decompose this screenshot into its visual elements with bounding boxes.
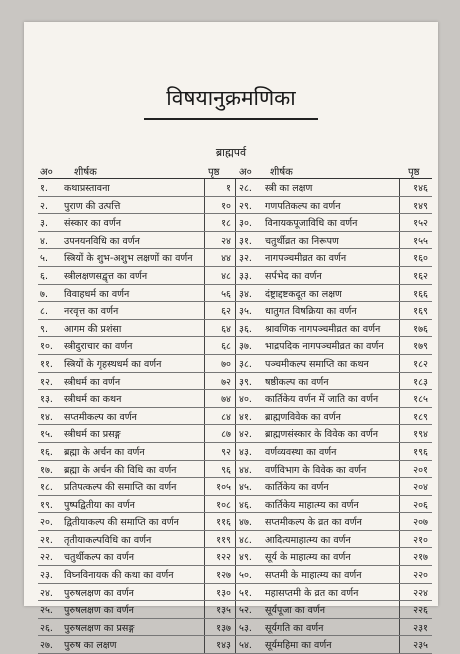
toc-row <box>38 355 235 373</box>
toc-page-number: १६९ <box>413 306 428 318</box>
toc-page-number: १३० <box>216 587 231 599</box>
toc-chapter-number: ६. <box>40 270 48 282</box>
toc-chapter-number: २९. <box>239 200 252 212</box>
toc-page-number: २१७ <box>413 552 428 564</box>
toc-chapter-title: कार्तिकेय का वर्णन <box>265 482 329 494</box>
toc-chapter-title: पञ्चमीकल्प समाप्ति का कथन <box>265 358 369 370</box>
toc-chapter-title: पुरुषलक्षण का वर्णन <box>64 587 134 599</box>
toc-row <box>38 320 235 338</box>
toc-chapter-number: ३३. <box>239 270 252 282</box>
toc-row <box>235 601 432 619</box>
header-left-no: अ० <box>40 167 53 178</box>
toc-page-number: २२० <box>413 570 428 582</box>
toc-right-column <box>235 179 432 654</box>
toc-chapter-title: नागपञ्चमीव्रत का वर्णन <box>265 253 347 265</box>
toc-row <box>235 513 432 531</box>
toc-row <box>235 320 432 338</box>
toc-page-number: १०५ <box>216 482 231 494</box>
toc-chapter-title: स्त्रीधर्म का वर्णन <box>64 376 121 388</box>
toc-chapter-title: द्वितीयाकल्प की समाप्ति का वर्णन <box>64 517 179 529</box>
toc-chapter-number: ५३. <box>239 622 252 634</box>
toc-chapter-title: दंष्ट्राद्दष्टकदूत का लक्षण <box>265 288 342 300</box>
toc-chapter-title: विनायकपूजाविधि का वर्णन <box>265 218 358 230</box>
toc-chapter-title: ब्रह्मा के अर्चन का वर्णन <box>64 446 145 458</box>
toc-left-column <box>38 179 236 654</box>
toc-row <box>235 285 432 303</box>
toc-chapter-title: महासप्तमी के व्रत का वर्णन <box>265 587 359 599</box>
toc-chapter-number: २०. <box>40 517 53 529</box>
toc-page-number: २०४ <box>413 482 428 494</box>
toc-row <box>235 390 432 408</box>
toc-chapter-title: स्त्रियों के गृहस्थधर्म का वर्णन <box>64 358 162 370</box>
toc-row <box>235 566 432 584</box>
toc-chapter-title: सूर्यपूजा का वर्णन <box>265 605 326 617</box>
toc-chapter-title: षष्ठीकल्प का वर्णन <box>265 376 329 388</box>
toc-row <box>235 425 432 443</box>
toc-row <box>235 302 432 320</box>
toc-page-number: १८ <box>221 218 231 230</box>
title-underline <box>144 118 318 120</box>
toc-chapter-title: विघ्नविनायक की कथा का वर्णन <box>64 570 174 582</box>
toc-page-number: १७९ <box>413 341 428 353</box>
toc-row <box>235 249 432 267</box>
toc-row <box>235 408 432 426</box>
toc-chapter-title: कथाप्रस्तावना <box>64 183 110 194</box>
toc-page-number: ८४ <box>221 411 231 423</box>
toc-page-number: १८२ <box>413 358 428 370</box>
toc-row <box>38 214 235 232</box>
toc-row <box>235 373 432 391</box>
toc-page-number: १०८ <box>216 499 231 511</box>
toc-row <box>38 601 235 619</box>
header-left-title: शीर्षक <box>74 167 97 178</box>
toc-row <box>38 425 235 443</box>
toc-page-number: २२६ <box>413 605 428 617</box>
toc-page-number: १२२ <box>216 552 231 564</box>
toc-chapter-title: पुष्पद्वितीया का वर्णन <box>64 499 135 511</box>
toc-chapter-number: ५२. <box>239 605 252 617</box>
toc-page-number: ६८ <box>221 341 231 353</box>
toc-chapter-title: आगम की प्रशंसा <box>64 323 122 335</box>
toc-page-number: ११६ <box>216 517 231 529</box>
toc-chapter-number: २३. <box>40 570 53 582</box>
toc-page-number: ९६ <box>221 464 231 476</box>
toc-page-number: ११९ <box>216 534 231 546</box>
toc-row <box>38 548 235 566</box>
toc-chapter-number: ४४. <box>239 464 252 476</box>
toc-row <box>235 548 432 566</box>
toc-chapter-title: वर्णविभाग के विवेक का वर्णन <box>265 464 367 476</box>
toc-row <box>38 232 235 250</box>
toc-chapter-title: श्रावणिक नागपञ्चमीव्रत का वर्णन <box>265 323 381 335</box>
toc-chapter-number: ४३. <box>239 446 252 458</box>
toc-chapter-title: पुरुषलक्षण का प्रसङ्ग <box>64 622 135 634</box>
toc-page-number: १५२ <box>413 218 428 230</box>
toc-chapter-number: २७. <box>40 640 53 652</box>
toc-row <box>235 531 432 549</box>
toc-chapter-number: २२. <box>40 552 53 564</box>
toc-row <box>38 285 235 303</box>
toc-row <box>38 619 235 637</box>
toc-row <box>235 337 432 355</box>
toc-row <box>38 513 235 531</box>
toc-chapter-number: ४. <box>40 235 48 247</box>
toc-chapter-title: उपनयनविधि का वर्णन <box>64 235 140 247</box>
toc-chapter-title: वर्णव्यवस्था का वर्णन <box>265 446 337 458</box>
toc-page-number: १४९ <box>413 200 428 212</box>
toc-page-number: १० <box>221 200 231 212</box>
toc-chapter-number: ३५. <box>239 306 252 318</box>
toc-row <box>38 531 235 549</box>
toc-page-number: १२७ <box>216 570 231 582</box>
toc-page-number: १९४ <box>413 429 428 441</box>
header-right-no: अ० <box>239 167 252 178</box>
toc-chapter-number: ४७. <box>239 517 252 529</box>
toc-chapter-title: ब्राह्मणविवेक का वर्णन <box>265 411 341 423</box>
toc-chapter-number: १४. <box>40 411 53 423</box>
toc-chapter-title: चतुर्थीकल्प का वर्णन <box>64 552 134 564</box>
toc-page-number: ४८ <box>221 270 231 282</box>
toc-page-number: १९६ <box>413 446 428 458</box>
toc-chapter-title: सप्तमीकल्प का वर्णन <box>64 411 137 423</box>
toc-chapter-title: सर्पभेद का वर्णन <box>265 270 322 282</box>
toc-chapter-number: ३४. <box>239 288 252 300</box>
toc-page-number: २२४ <box>413 587 428 599</box>
toc-chapter-title: स्त्रीलक्षणसद्वृत्त का वर्णन <box>64 270 148 282</box>
toc-page-number: २४ <box>221 235 231 247</box>
toc-chapter-title: स्त्री का लक्षण <box>265 183 313 194</box>
toc-chapter-number: ३६. <box>239 323 252 335</box>
toc-chapter-number: १६. <box>40 446 53 458</box>
toc-row <box>38 461 235 479</box>
page-title <box>24 84 438 112</box>
table-header <box>38 162 432 178</box>
toc-chapter-number: १२. <box>40 376 53 388</box>
toc-page-number: १७६ <box>413 323 428 335</box>
toc-row <box>38 443 235 461</box>
toc-page-number: ८७ <box>221 429 231 441</box>
toc-page-number: २०६ <box>413 499 428 511</box>
toc-row <box>38 249 235 267</box>
toc-page-number: १३७ <box>216 622 231 634</box>
toc-chapter-number: ३९. <box>239 376 252 388</box>
toc-chapter-number: १०. <box>40 341 53 353</box>
page-title-text: विषयानुक्रमणिका <box>166 86 296 110</box>
toc-chapter-number: ३२. <box>239 253 252 265</box>
toc-row <box>235 197 432 215</box>
toc-chapter-number: ७. <box>40 288 48 300</box>
toc-chapter-number: २१. <box>40 534 53 546</box>
toc-chapter-number: ११. <box>40 358 53 370</box>
toc-chapter-number: ४५. <box>239 482 252 494</box>
toc-chapter-title: स्त्रीदुराचार का वर्णन <box>64 341 133 353</box>
toc-page-number: १३५ <box>216 605 231 617</box>
toc-chapter-number: ५. <box>40 253 48 265</box>
toc-page-number: ९२ <box>221 446 231 458</box>
toc-chapter-number: ४१. <box>239 411 252 423</box>
toc-chapter-title: सप्तमी के माहात्म्य का वर्णन <box>265 570 362 582</box>
toc-chapter-number: ५४. <box>239 640 252 652</box>
toc-chapter-number: १५. <box>40 429 53 441</box>
toc-row <box>38 179 235 197</box>
toc-row <box>235 636 432 654</box>
toc-chapter-title: कार्तिकेय वर्णन में जाति का वर्णन <box>265 394 379 406</box>
toc-row <box>38 496 235 514</box>
toc-row <box>38 584 235 602</box>
toc-chapter-title: ब्राह्मणसंस्कार के विवेक का वर्णन <box>265 429 378 441</box>
toc-row <box>38 373 235 391</box>
toc-page-number: ६४ <box>221 323 231 335</box>
toc-chapter-title: प्रतिपत्कल्प की समाप्ति का वर्णन <box>64 482 177 494</box>
toc-chapter-number: ४९. <box>239 552 252 564</box>
toc-page-number: २१० <box>413 534 428 546</box>
toc-chapter-title: सूर्य के माहात्म्य का वर्णन <box>265 552 351 564</box>
toc-chapter-title: भाद्रपदिक नागपञ्चमीव्रत का वर्णन <box>265 341 384 353</box>
toc-chapter-number: ३. <box>40 218 48 230</box>
toc-chapter-number: ४०. <box>239 394 252 406</box>
toc-page-number: १६० <box>413 253 428 265</box>
toc-chapter-number: २६. <box>40 622 53 634</box>
toc-page-number: १४६ <box>413 183 428 194</box>
toc-page-number: ७२ <box>221 376 231 388</box>
toc-chapter-title: स्त्रीधर्म का प्रसङ्ग <box>64 429 121 441</box>
toc-row <box>235 179 432 197</box>
toc-row <box>235 619 432 637</box>
toc-chapter-title: ब्रह्मा के अर्चन की विधि का वर्णन <box>64 464 177 476</box>
section-subtitle: ब्राह्मपर्व <box>215 146 247 159</box>
header-right-title: शीर्षक <box>270 167 293 178</box>
toc-chapter-title: विवाहधर्म का वर्णन <box>64 288 130 300</box>
book-page <box>24 22 438 652</box>
toc-chapter-title: चतुर्थीव्रत का निरूपण <box>265 235 339 247</box>
toc-chapter-number: ३०. <box>239 218 252 230</box>
toc-row <box>235 355 432 373</box>
toc-chapter-number: ४८. <box>239 534 252 546</box>
toc-chapter-title: सूर्यमहिमा का वर्णन <box>265 640 332 652</box>
toc-chapter-title: पुरुष का लक्षण <box>64 640 117 652</box>
toc-chapter-number: ५१. <box>239 587 252 599</box>
toc-page-number: १८५ <box>413 394 428 406</box>
toc-page-number: १४३ <box>216 640 231 652</box>
toc-page-number: २०१ <box>413 464 428 476</box>
toc-chapter-number: २. <box>40 200 48 212</box>
toc-chapter-title: सप्तमीकल्प के व्रत का वर्णन <box>265 517 362 529</box>
toc-page-number: १८९ <box>413 411 428 423</box>
toc-row <box>38 636 235 654</box>
toc-chapter-number: १३. <box>40 394 53 406</box>
toc-chapter-title: गणपतिकल्प का वर्णन <box>265 200 341 212</box>
toc-chapter-number: ५०. <box>239 570 252 582</box>
toc-chapter-title: कार्तिकेय माहात्म्य का वर्णन <box>265 499 359 511</box>
toc-page-number: २३५ <box>413 640 428 652</box>
toc-chapter-title: आदित्यमाहात्म्य का वर्णन <box>265 534 351 546</box>
toc-chapter-number: ९. <box>40 323 48 335</box>
toc-chapter-number: १. <box>40 183 48 194</box>
toc-chapter-title: नरवृत्त का वर्णन <box>64 306 119 318</box>
toc-row <box>235 496 432 514</box>
toc-chapter-number: १८. <box>40 482 53 494</box>
toc-chapter-number: १९. <box>40 499 53 511</box>
toc-chapter-number: ३१. <box>239 235 252 247</box>
header-right-page: पृष्ठ <box>408 167 420 178</box>
toc-chapter-number: २८. <box>239 183 252 194</box>
toc-row <box>38 566 235 584</box>
toc-page-number: ७० <box>221 358 231 370</box>
toc-page-number: ७४ <box>221 394 231 406</box>
toc-chapter-number: ८. <box>40 306 48 318</box>
toc-row <box>235 478 432 496</box>
toc-chapter-number: ३७. <box>239 341 252 353</box>
toc-chapter-title: धातुगत विषक्रिया का वर्णन <box>265 306 357 318</box>
toc-chapter-title: सूर्यगति का वर्णन <box>265 622 324 634</box>
toc-chapter-title: पुराण की उत्पत्ति <box>64 200 121 212</box>
toc-page-number: १ <box>226 183 231 194</box>
toc-chapter-title: स्त्रीधर्म का कथन <box>64 394 122 406</box>
toc-row <box>38 408 235 426</box>
toc-page-number: १६२ <box>413 270 428 282</box>
toc-page-number: ४४ <box>221 253 231 265</box>
toc-chapter-title: तृतीयाकल्पविधि का वर्णन <box>64 534 152 546</box>
toc-row <box>38 302 235 320</box>
toc-row <box>235 214 432 232</box>
toc-chapter-number: २४. <box>40 587 53 599</box>
toc-row <box>38 478 235 496</box>
toc-chapter-title: संस्कार का वर्णन <box>64 218 121 230</box>
toc-page-number: २०७ <box>413 517 428 529</box>
toc-page-number: १८३ <box>413 376 428 388</box>
toc-row <box>235 267 432 285</box>
toc-row <box>38 267 235 285</box>
toc-page-number: ६२ <box>221 306 231 318</box>
toc-row <box>38 390 235 408</box>
toc-row <box>235 232 432 250</box>
toc-row <box>235 584 432 602</box>
toc-page-number: २३१ <box>413 622 428 634</box>
toc-chapter-number: ३८. <box>239 358 252 370</box>
toc-page-number: ५६ <box>221 288 231 300</box>
header-left-page: पृष्ठ <box>208 167 220 178</box>
toc-row <box>235 461 432 479</box>
toc-chapter-title: स्त्रियों के शुभ-अशुभ लक्षणों का वर्णन <box>64 253 193 265</box>
toc-chapter-number: ४२. <box>239 429 252 441</box>
toc-row <box>38 337 235 355</box>
toc-row <box>38 197 235 215</box>
toc-page-number: १५५ <box>413 235 428 247</box>
toc-chapter-number: ४६. <box>239 499 252 511</box>
toc-page-number: १६६ <box>413 288 428 300</box>
toc-chapter-number: १७. <box>40 464 53 476</box>
toc-chapter-number: २५. <box>40 605 53 617</box>
toc-row <box>235 443 432 461</box>
toc-chapter-title: पुरुषलक्षण का वर्णन <box>64 605 134 617</box>
